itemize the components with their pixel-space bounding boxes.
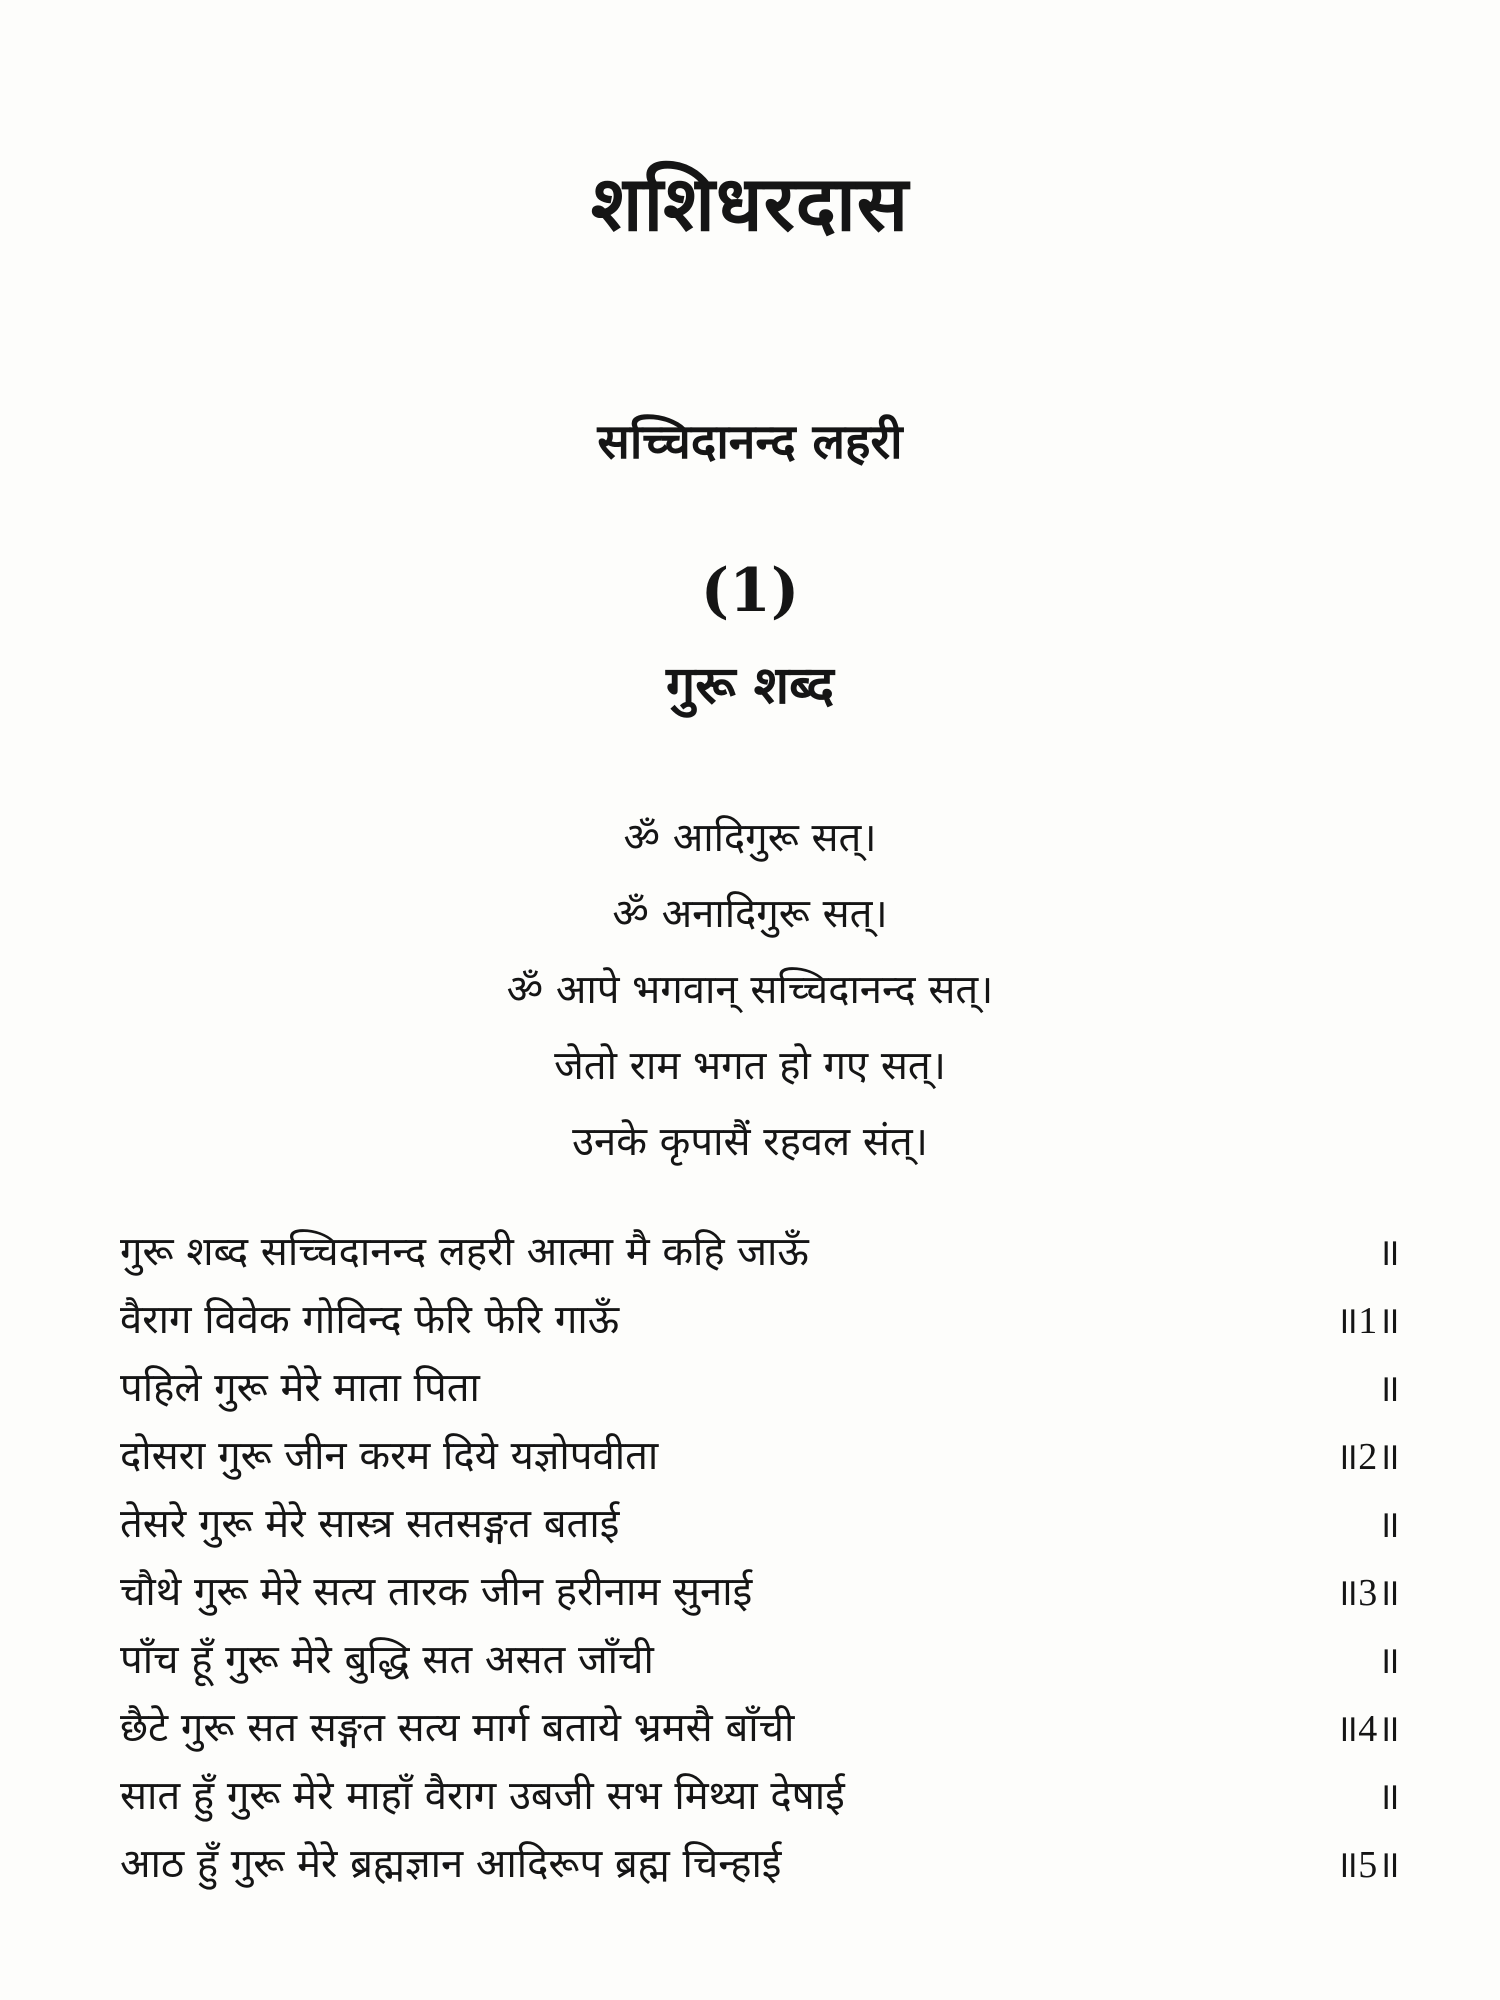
verse-mark: ॥5॥ <box>1335 1844 1400 1886</box>
invocation-line: ॐ आपे भगवान् सच्चिदानन्द सत्। <box>506 967 994 1013</box>
verse-line <box>120 1834 1400 1902</box>
verse-mark: ॥3॥ <box>1335 1572 1400 1614</box>
invocation-block <box>0 800 1500 1180</box>
verse-line <box>120 1494 1400 1562</box>
verse-block <box>120 1222 1400 1902</box>
section-number: (1) <box>700 556 800 626</box>
verse-text: पाँच हूँ गुरू मेरे बुद्धि सत असत जाँची <box>120 1637 654 1683</box>
verse-mark: ॥ <box>1377 1640 1400 1682</box>
work-title: सच्चिदानन्द लहरी <box>597 414 903 470</box>
verse-line <box>120 1358 1400 1426</box>
verse-line <box>120 1766 1400 1834</box>
verse-line <box>120 1222 1400 1290</box>
verse-text: तेसरे गुरू मेरे सास्त्र सतसङ्गत बताई <box>120 1501 620 1547</box>
verse-mark: ॥ <box>1377 1232 1400 1274</box>
verse-text: चौथे गुरू मेरे सत्य तारक जीन हरीनाम सुनाई <box>120 1569 753 1615</box>
author-name: शशिधरदास <box>590 159 910 248</box>
verse-mark: ॥4॥ <box>1335 1708 1400 1750</box>
verse-mark: ॥2॥ <box>1335 1436 1400 1478</box>
invocation-line: जेतो राम भगत हो गए सत्। <box>554 1043 946 1089</box>
verse-line <box>120 1562 1400 1630</box>
invocation-line: ॐ आदिगुरू सत्। <box>623 815 877 861</box>
verse-line <box>120 1426 1400 1494</box>
verse-text: आठ हुँ गुरू मेरे ब्रह्मज्ञान आदिरूप ब्रह्म चिन्हाई <box>120 1841 782 1887</box>
verse-mark: ॥1॥ <box>1335 1300 1400 1342</box>
verse-mark: ॥ <box>1377 1368 1400 1410</box>
verse-text: पहिले गुरू मेरे माता पिता <box>120 1365 480 1411</box>
verse-line <box>120 1290 1400 1358</box>
verse-text: दोसरा गुरू जीन करम दिये यज्ञोपवीता <box>120 1433 659 1479</box>
verse-mark: ॥ <box>1377 1776 1400 1818</box>
verse-text: गुरू शब्द सच्चिदानन्द लहरी आत्मा मै कहि जाऊँ <box>120 1229 809 1275</box>
verse-text: वैराग विवेक गोविन्द फेरि फेरि गाऊँ <box>120 1297 620 1343</box>
verse-text: छैटे गुरू सत सङ्गत सत्य मार्ग बताये भ्रमसै बाँची <box>120 1705 795 1751</box>
verse-mark: ॥ <box>1377 1504 1400 1546</box>
invocation-line: ॐ अनादिगुरू सत्। <box>612 891 888 937</box>
section-title: गुरू शब्द <box>665 655 835 716</box>
verse-line <box>120 1698 1400 1766</box>
invocation-line: उनके कृपासैं रहवल संत्। <box>572 1119 928 1165</box>
verse-line <box>120 1630 1400 1698</box>
verse-text: सात हुँ गुरू मेरे माहाँ वैराग उबजी सभ मिथ्या देषाई <box>120 1773 845 1819</box>
